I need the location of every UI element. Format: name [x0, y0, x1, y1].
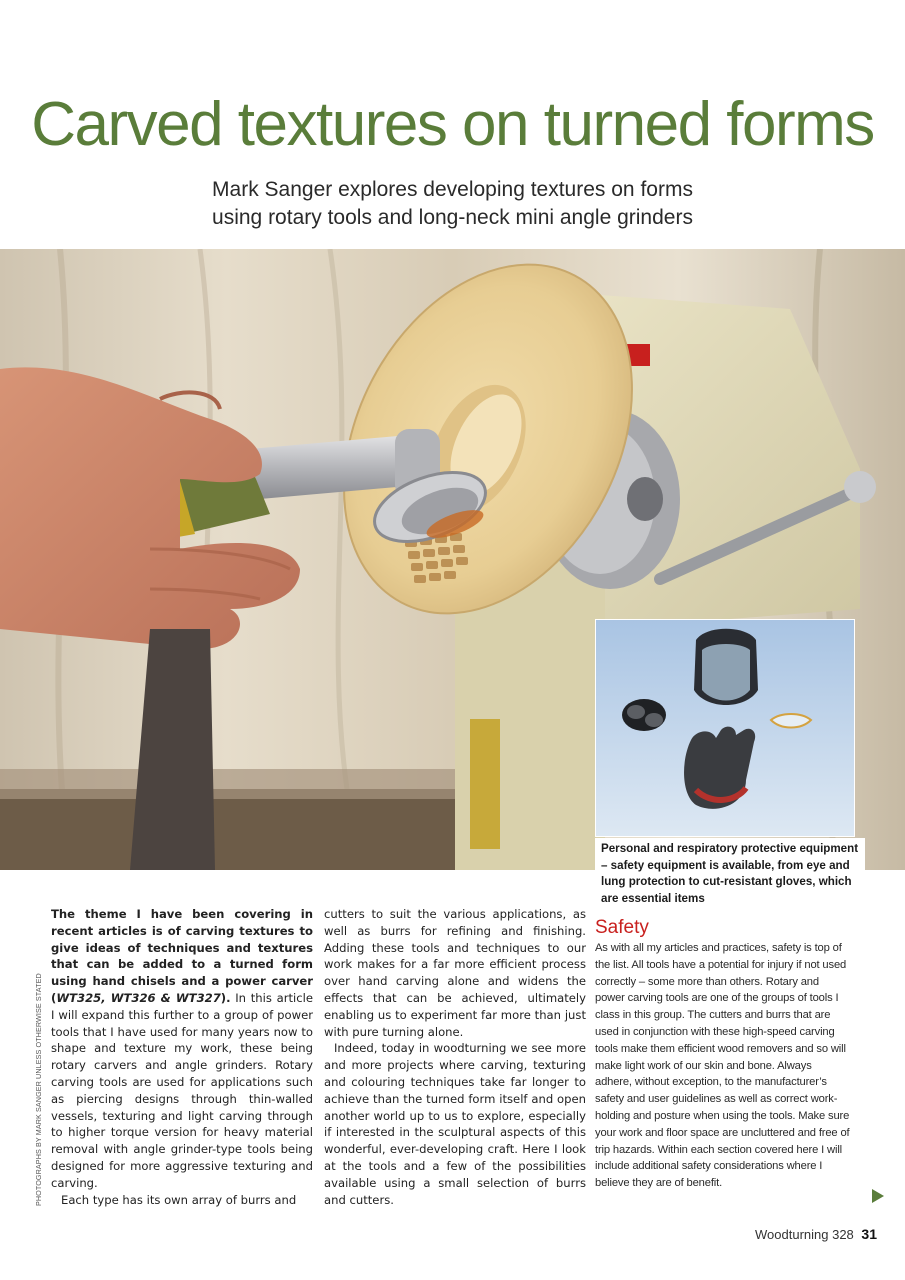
page-footer [755, 1226, 877, 1242]
body-paragraph-1-rest: In this article I will expand this further to a group of power tools that I have used for many years now to shape and texture my work, these being rotary carvers and angle grinders. Rotary carving tools are used for applications such as piercing designs through thin-walled vessels, texturing and light carving through to higher torque version for heavy material removal with angle grinder-type tools being designed for more aggressive texturing and carving. [51, 990, 313, 1190]
page-number: 31 [861, 1226, 877, 1242]
standfirst-line-2: using rotary tools and long-neck mini angle grinders [212, 206, 693, 229]
photo-credit: PHOTOGRAPHS BY MARK SANGER UNLESS OTHERWISE STATED [34, 973, 43, 1206]
safety-heading: Safety [595, 917, 649, 938]
body-column-1 [51, 906, 313, 1208]
body-paragraph-3: Indeed, today in woodturning we see more and more projects where carving, texturing and colouring techniques take far longer to achieve than the turned form itself and open another world up to us to explore, especially if interested in the sculptural aspects of this wonderful, ever-developing craft. Here I look at the tools and a few of the possibilities available using a small selection of burrs and cutters. [324, 1041, 586, 1207]
safety-text: As with all my articles and practices, safety is top of the list. All tools have a potential for injury if not used correctly – some more than others. Rotary and power carving tools are one of the groups of tools I class in this group. The cutters and burrs that are used in conjunction with these high-speed carving tools make them efficient wood removers and so will make light work of our skin and bone. Always adhere, without exception, to the manufacturer’s safety and user guidelines as well as correct work-holding and posture when using the tools. Make sure your work and floor space are uncluttered and free of trip hazards. Within each section covered here I will include additional safety considerations where I believe they are of benefit. [595, 942, 850, 1190]
continue-arrow-icon [872, 1189, 884, 1203]
magazine-issue: Woodturning 328 [755, 1227, 854, 1242]
photo-caption: Personal and respiratory protective equipment – safety equipment is available, from eye and lung protection to cut-resistant gloves, which are essential items [595, 838, 865, 911]
body-paragraph-2-start: Each type has its own array of burrs and [61, 1192, 297, 1207]
lead-text-part-2: ). [220, 990, 231, 1005]
standfirst [0, 176, 905, 232]
safety-box [595, 916, 851, 1192]
article-title: Carved textures on turned forms [31, 90, 874, 159]
standfirst-line-1: Mark Sanger explores developing textures on forms [212, 178, 693, 201]
issue-reference: WT325, WT326 & WT327 [56, 990, 221, 1005]
body-paragraph-1 [51, 906, 313, 1192]
body-paragraph-2-continued: cutters to suit the various applications, as well as burrs for refining and finishing. Adding these tools and techniques to our work makes for a far more efficient process over hand carving alone and widens the effects that can be achieved, ultimately enabling us to experiment far more than just with pure turning alone. [324, 907, 586, 1039]
inset-photo-safety-equipment [595, 619, 855, 837]
lead-text-part-1: The theme I have been covering in recent articles is of carving textures to give ideas of techniques and textures that can be added to a turned form using hand chisels and a power carver ( [51, 907, 313, 1005]
body-column-2 [324, 906, 586, 1208]
